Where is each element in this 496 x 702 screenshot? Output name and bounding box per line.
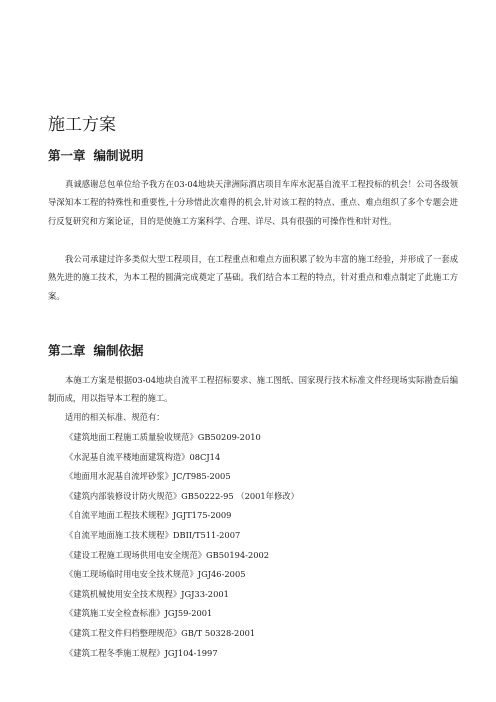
chapter-1-paragraph-1: 真诚感谢总包单位给予我方在03-04地块天津洲际酒店项目车库水泥基自流平工程投标的机会！公司各级领导深知本工程的特殊性和重要性,十分珍惜此次难得的机会,针对该工程的特点、重点、难点组织了多个专题会进行反复研究和方案论证，目的是使施工方案科学、合理、详尽、具有很强的可操作性和针对性。 <box>48 179 458 226</box>
chapter-2-number: 第二章 <box>48 343 86 358</box>
standard-item: 《建筑内部装修设计防火规范》GB50222-95 （2001年修改） <box>65 490 299 501</box>
standard-item: 《建筑工程文件归档整理规范》GB/T 50328-2001 <box>65 627 256 638</box>
chapter-1-name: 编制说明 <box>93 148 144 163</box>
chapter-2-name: 编制依据 <box>93 343 144 358</box>
standard-item: 《施工现场临时用电安全技术规范》JGJ46-2005 <box>65 569 246 580</box>
standard-item: 《建筑地面工程施工质量验收规范》GB50209-2010 <box>65 432 261 442</box>
standard-item: 《建筑机械使用安全技术规程》JGJ33-2001 <box>65 588 229 599</box>
chapter-1-paragraph-2: 我公司承建过许多类似大型工程项目，在工程重点和难点方面积累了较为丰富的施工经验，并形成了一套成熟先进的施工技术，为本工程的圆满完成奠定了基础。我们结合本工程的特点，针对重点和难点制定了此施工方案。 <box>48 254 458 301</box>
chapter-2-heading <box>48 342 144 360</box>
standard-item: 《自流平地面工程技术规程》JGJT175-2009 <box>65 510 232 521</box>
standard-item: 《自流平地面施工技术规程》DBII/T511-2007 <box>65 529 241 540</box>
chapter-2-paragraph-1: 本施工方案是根据03-04地块自流平工程招标要求、施工图纸、国家现行技术标准文件经现场实际勘查后编制而成，用以指导本工程的施工。 <box>48 375 458 404</box>
chapter-1-heading <box>48 147 144 165</box>
standard-item: 《建设工程施工现场供用电安全规范》GB50194-2002 <box>65 549 270 560</box>
standard-item: 《水泥基自流平楼地面建筑构造》08CJ14 <box>65 451 221 462</box>
standard-item: 《建筑工程冬季施工规程》JGJ104-1997 <box>65 647 218 658</box>
chapter-2-paragraph-2: 适用的相关标准、规范有： <box>65 412 165 422</box>
standard-item: 《建筑施工安全检查标准》JGJ59-2001 <box>65 608 213 619</box>
chapter-1-number: 第一章 <box>48 148 86 163</box>
document-title: 施工方案 <box>48 115 116 135</box>
standards-list <box>65 428 299 663</box>
standard-item: 《地面用水泥基自流坪砂浆》JC/T985-2005 <box>65 471 231 482</box>
